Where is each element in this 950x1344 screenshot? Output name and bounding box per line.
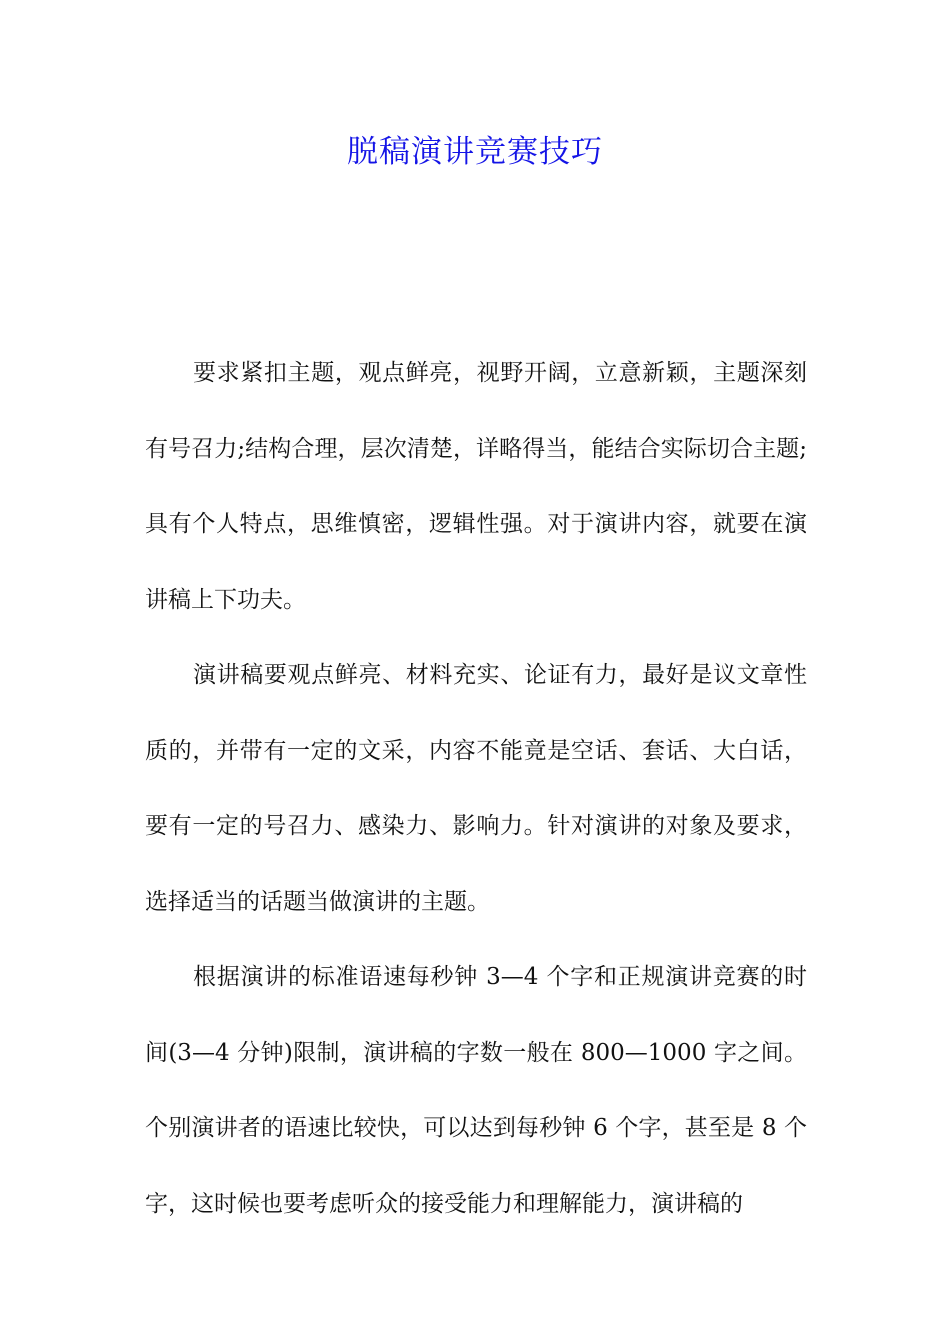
paragraph-3: 根据演讲的标准语速每秒钟 3—4 个字和正规演讲竞赛的时间(3—4 分钟)限制，演讲稿的字数一般在 800—1000 字之间。个别演讲者的语速比较快，可以达到每秒钟 6 个字，甚至是 8 个字，这时候也要考虑听众的接受能力和理解能力，演讲稿的 (145, 964, 807, 1217)
document-title: 脱稿演讲竞赛技巧 (347, 134, 603, 170)
paragraph-2: 演讲稿要观点鲜亮、材料充实、论证有力，最好是议文章性质的，并带有一定的文采，内容不能竟是空话、套话、大白话，要有一定的号召力、感染力、影响力。针对演讲的对象及要求，选择适当的话题当做演讲的主题。 (145, 662, 807, 915)
document-body (145, 336, 807, 1242)
paragraph-1: 要求紧扣主题，观点鲜亮，视野开阔，立意新颖，主题深刻有号召力;结构合理，层次清楚，详略得当，能结合实际切合主题;具有个人特点，思维慎密，逻辑性强。对于演讲内容，就要在演讲稿上下功夫。 (145, 360, 807, 613)
